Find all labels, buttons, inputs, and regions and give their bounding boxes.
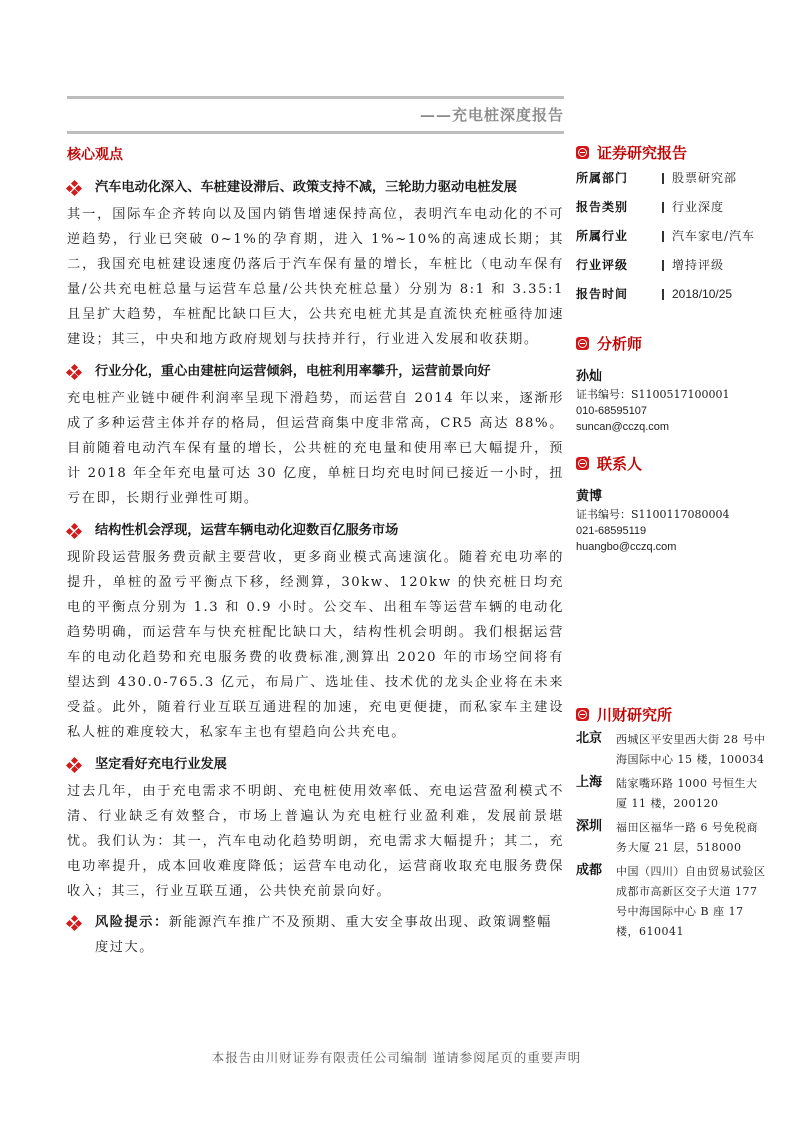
section-body: 其一，国际车企齐转向以及国内销售增速保持高位，表明汽车电动化的不可逆趋势，行业已突破 0~1%的孕育期，进入 1%~10%的高速成长期；其二，我国充电桩建设速度仍落后于汽车保有量的增长，车桩比（电动车保有量/公共充电桩总量与运营车总量/公共快充桩总量）分别为 8:1 和 3.35:1 且呈扩大趋势，车桩配比缺口巨大，公共充电桩尤其是直流快充桩亟待加速建设；其三，中央和地方政府规划与扶持并行，行业进入发展和收获期。	[67, 207, 564, 347]
separator-bar	[662, 231, 664, 242]
core-title: 核心观点	[67, 147, 123, 163]
analyst-card	[576, 367, 776, 435]
risk-content	[95, 910, 564, 960]
institute-heading	[576, 702, 776, 726]
heading-text: 联系人	[597, 454, 643, 473]
company-logo-icon	[576, 146, 589, 159]
meta-key: 所属部门	[576, 171, 629, 185]
contact-block	[576, 451, 776, 555]
section-heading-text: 结构性机会浮现，运营车辆电动化迎数百亿服务市场	[95, 523, 399, 538]
company-logo-icon	[576, 337, 589, 350]
footer-disclaimer: 本报告由川财证券有限责任公司编制 谨请参阅尾页的重要声明	[211, 1050, 582, 1065]
meta-value: 增持评级	[672, 258, 725, 272]
heading-text: 分析师	[597, 334, 643, 353]
meta-key: 报告时间	[576, 287, 629, 301]
meta-key: 报告类别	[576, 200, 629, 214]
office-chengdu	[576, 862, 776, 942]
section-4	[67, 751, 564, 904]
office-city: 成都	[576, 863, 603, 878]
meta-key: 行业评级	[576, 258, 629, 272]
section-body: 过去几年，由于充电需求不明朗、充电桩使用效率低、充电运营盈利模式不清、行业缺乏有效整合，市场上普遍认为充电桩行业盈利难，发展前景堪忧。我们认为：其一，汽车电动化趋势明朗，充电需求大幅提升；其二，充电功率提升，成本回收难度降低；运营车电动化，运营商收取充电服务费保收入；其三，行业互联互通，公共快充前景向好。	[67, 784, 564, 899]
office-city: 深圳	[576, 819, 603, 834]
diamond-bullet-icon	[67, 758, 81, 772]
section-heading	[67, 358, 564, 386]
core-viewpoints	[67, 144, 564, 960]
report-info-heading	[576, 140, 776, 164]
risk-label: 风险提示：	[95, 915, 169, 930]
contact-name: 黄博	[576, 489, 603, 504]
diamond-bullet-icon	[67, 365, 81, 379]
contact-cert: 证书编号：S1100117080004	[576, 508, 730, 521]
contact-heading	[576, 451, 776, 475]
company-logo-icon	[576, 708, 589, 721]
section-heading	[67, 751, 564, 779]
diamond-bullet-icon	[67, 524, 81, 538]
analyst-phone: 010-68595107	[576, 405, 647, 417]
section-body: 充电桩产业链中硬件利润率呈现下滑趋势，而运营自 2014 年以来，逐渐形成了多种运营主体并存的格局，但运营商集中度非常高，CR5 高达 88%。目前随着电动汽车保有量的增长，公共桩的充电量和使用率已大幅提升，预计 2018 年全年充电量可达 30 亿度，单桩日均充电时间已接近一小时，扭亏在即，长期行业弹性可期。	[67, 391, 564, 506]
analyst-cert: 证书编号：S1100517100001	[576, 388, 730, 401]
section-heading-text: 坚定看好充电行业发展	[95, 757, 227, 772]
analyst-heading	[576, 331, 776, 355]
meta-row-category	[576, 193, 776, 222]
diamond-bullet-icon	[67, 916, 81, 930]
meta-value: 股票研究部	[672, 171, 738, 185]
separator-bar	[662, 202, 664, 213]
meta-row-rating	[576, 251, 776, 280]
meta-value: 行业深度	[672, 200, 725, 214]
section-body: 现阶段运营服务费贡献主要营收，更多商业模式高速演化。随着充电功率的提升，单桩的盈亏平衡点下移，经测算，30kw、120kw 的快充桩日均充电的平衡点分别为 1.3 和 0.9 小时。公交车、出租车等运营车辆的电动化趋势明确，而运营车与快充桩配比缺口大，结构性机会明朗。我们根据运营车的电动化趋势和充电服务费的收费标准,测算出 2020 年的市场空间将有望达到 430.0-765.3 亿元，布局广、选址佳、技术优的龙头企业将在未来受益。此外，随着行业互联互通进程的加速，充电更便捷，而私家车主建设私人桩的难度较大，私家车主也有望趋向公共充电。	[67, 550, 564, 740]
risk-text: 新能源汽车推广不及预期、重大安全事故出现、政策调整幅度过大。	[95, 915, 552, 955]
contact-email[interactable]: huangbo@cczq.com	[576, 541, 677, 553]
separator-bar	[662, 173, 664, 184]
office-address: 西城区平安里西大街 28 号中海国际中心 15 楼，100034	[616, 733, 766, 766]
office-city: 上海	[576, 775, 603, 790]
institute-block	[576, 702, 776, 942]
diamond-bullet-icon	[67, 181, 81, 195]
section-heading-text: 汽车电动化深入、车桩建设滞后、政策支持不减，三轮助力驱动电桩发展	[95, 180, 517, 195]
section-1	[67, 174, 564, 352]
analyst-email[interactable]: suncan@cczq.com	[576, 421, 670, 433]
contact-card	[576, 487, 776, 555]
meta-key: 所属行业	[576, 229, 629, 243]
meta-value: 汽车家电/汽车	[672, 229, 756, 243]
section-heading	[67, 517, 564, 545]
analyst-name: 孙灿	[576, 369, 603, 384]
meta-row-date	[576, 280, 776, 309]
meta-row-department	[576, 164, 776, 193]
meta-row-industry	[576, 222, 776, 251]
header-rule-bottom	[67, 131, 564, 134]
section-heading	[67, 174, 564, 202]
header-rule-top	[67, 96, 564, 99]
analyst-block	[576, 331, 776, 435]
office-beijing	[576, 730, 776, 770]
separator-bar	[662, 260, 664, 271]
heading-text: 川财研究所	[597, 705, 673, 724]
meta-value: 2018/10/25	[672, 287, 733, 301]
section-heading-text: 行业分化，重心由建桩向运营倾斜，电桩利用率攀升，运营前景向好	[95, 364, 491, 379]
section-3	[67, 517, 564, 745]
company-logo-icon	[576, 457, 589, 470]
contact-phone: 021-68595119	[576, 525, 647, 537]
office-address: 福田区福华一路 6 号免税商务大厦 21 层，518000	[616, 821, 758, 854]
separator-bar	[662, 289, 664, 300]
office-shanghai	[576, 774, 776, 814]
office-shenzhen	[576, 818, 776, 858]
heading-text: 证券研究报告	[597, 143, 688, 162]
office-address: 中国（四川）自由贸易试验区成都市高新区交子大道 177 号中海国际中心 B 座 17 楼，610041	[616, 865, 766, 938]
office-city: 北京	[576, 731, 603, 746]
sidebar	[576, 140, 776, 938]
report-type-title: ——充电桩深度报告	[419, 106, 564, 124]
section-2	[67, 358, 564, 511]
report-info	[576, 140, 776, 309]
office-address: 陆家嘴环路 1000 号恒生大厦 11 楼，200120	[616, 777, 758, 810]
risk-warning	[67, 910, 564, 960]
